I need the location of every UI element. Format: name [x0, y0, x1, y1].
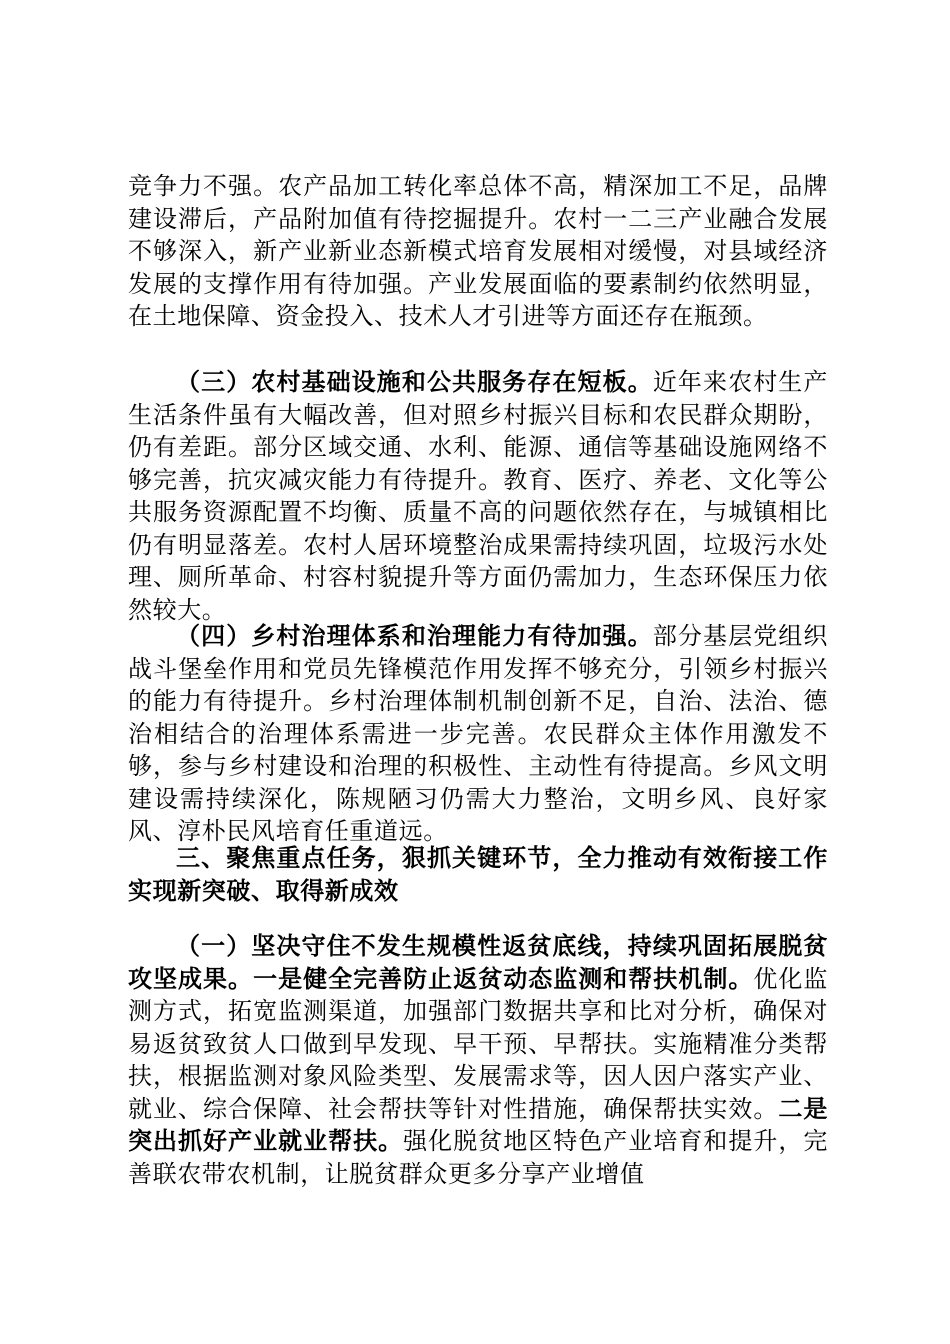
paragraph-poverty-prevention	[128, 930, 828, 1190]
paragraph-heading: （一）坚决守住不发生规模性返贫底线，持续巩固拓展脱贫攻坚成果。	[128, 931, 828, 993]
sub-heading-1: 一是健全完善防止返贫动态监测和帮扶机制。	[253, 963, 754, 993]
paragraph-governance	[128, 620, 828, 848]
sub-heading-2: 二是突出抓好产业就业帮扶。	[128, 1093, 828, 1155]
paragraph-industry-competitiveness	[128, 170, 828, 333]
paragraph-infrastructure	[128, 366, 828, 626]
paragraph-text: 近年来农村生产生活条件虽有大幅改善，但对照乡村振兴目标和农民群众期盼，仍有差距。部分区域交通、水利、能源、通信等基础设施网络不够完善，抗灾减灾能力有待提升。教育、医疗、养老、文化等公共服务资源配置不均衡、质量不高的问题依然存在，与城镇相比仍有明显落差。农村人居环境整治成果需持续巩固，垃圾污水处理、厕所革命、村容村貌提升等方面仍需加力，生态环保压力依然较大。	[128, 368, 829, 624]
paragraph-text: 竞争力不强。农产品加工转化率总体不高，精深加工不足，品牌建设滞后，产品附加值有待挖掘提升。农村一二三产业融合发展不够深入，新产业新业态新模式培育发展相对缓慢，对县域经济发展的支撑作用有待加强。产业发展面临的要素制约依然明显，在土地保障、资金投入、技术人才引进等方面还存在瓶颈。	[128, 172, 828, 330]
paragraph-text: 部分基层党组织战斗堡垒作用和党员先锋模范作用发挥不够充分，引领乡村振兴的能力有待提升。乡村治理体制机制创新不足，自治、法治、德治相结合的治理体系需进一步完善。农民群众主体作用激发不够，参与乡村建设和治理的积极性、主动性有待提高。乡风文明建设需持续深化，陈规陋习仍需大力整治，文明乡风、良好家风、淳朴民风培育任重道远。	[128, 622, 829, 845]
section-heading-text: 三、聚焦重点任务，狠抓关键环节，全力推动有效衔接工作实现新突破、取得新成效	[128, 843, 828, 905]
paragraph-heading: （四）乡村治理体系和治理能力有待加强。	[176, 621, 653, 650]
sub-text-1: 优化监测方式，拓宽监测渠道，加强部门数据共享和比对分析，确保对易返贫致贫人口做到早发现、早干预、早帮扶。实施精准分类帮扶，根据监测对象风险类型、发展需求等，因人因户落实产业、就业、综合保障、社会帮扶等针对性措施，确保帮扶实效。	[128, 964, 829, 1123]
section-heading	[128, 842, 828, 907]
sub-text-2: 强化脱贫地区特色产业培育和提升，完善联农带农机制，让脱贫群众更多分享产业增值	[128, 1127, 829, 1188]
paragraph-heading: （三）农村基础设施和公共服务存在短板。	[176, 367, 653, 396]
